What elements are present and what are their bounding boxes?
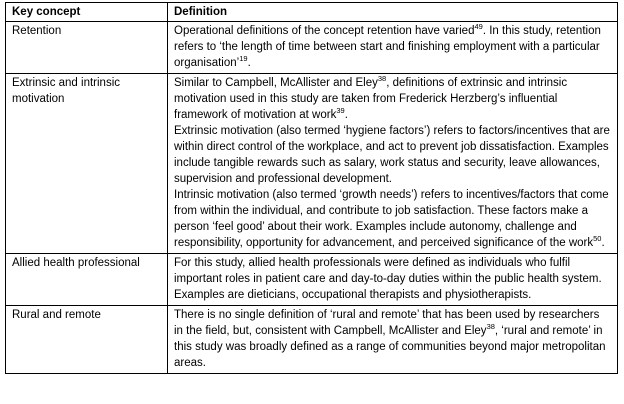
definition-text: .: [344, 109, 348, 121]
citation-superscript: 19: [239, 54, 248, 63]
definition-text: There is no single definition of ‘rural and remote’ that has been used by researchers in the field, but, consistent with Campbell, McAllister and Eley: [174, 309, 600, 337]
definition-text: .: [247, 57, 251, 69]
citation-superscript: 38: [377, 74, 387, 83]
citation-superscript: 49: [474, 22, 483, 31]
definition-paragraph: [174, 307, 611, 371]
citation-superscript: 39: [336, 106, 345, 115]
header-key-concept: Key concept: [6, 3, 168, 22]
definition-text: Intrinsic motivation (also termed ‘growth needs’) refers to incentives/factors that come from within the individual, and contribute to job satisfaction. These factors make a person ‘feel good’ about their work. Examples include autonomy, challenge and responsibility, opportunity for advancement, and perceived significance of the work: [174, 189, 609, 249]
definition-paragraph: [174, 187, 611, 251]
table-row: [6, 74, 618, 254]
definition-text: Extrinsic motivation (also termed ‘hygiene factors’) refers to factors/incentives that are within direct control of the workplace, and act to prevent job dissatisfaction. Examples include tangible rewards such as salary, work status and security, leave allowances, supervision and professional development.: [174, 125, 610, 185]
definition-paragraph: [174, 123, 611, 187]
definition-paragraph: [174, 255, 611, 303]
concept-cell: Rural and remote: [6, 306, 168, 374]
definition-text: .: [601, 237, 605, 249]
definition-text: For this study, allied health professionals were defined as individuals who fulfil important roles in patient care and day-to-day duties within the public health system. Examples are dieticians, occupational therapists and physiotherapists.: [174, 257, 602, 301]
concept-cell: Retention: [6, 22, 168, 74]
header-row: [6, 3, 618, 22]
concept-cell: Allied health professional: [6, 254, 168, 306]
concept-cell: Extrinsic and intrinsic motivation: [6, 74, 168, 254]
definition-cell: [168, 74, 618, 254]
citation-superscript: 50: [593, 234, 602, 243]
definition-cell: [168, 22, 618, 74]
definition-cell: [168, 306, 618, 374]
definition-text: . In this study, retention refers to ‘the length of time between start and finishing employment with a particular organisation’: [174, 25, 601, 69]
table-row: [6, 306, 618, 374]
header-definition: Definition: [168, 3, 618, 22]
definition-text: , ‘rural and remote’ in this study was broadly defined as a range of communities beyond major metropolitan areas.: [174, 325, 606, 369]
definition-text: Operational definitions of the concept retention have varied: [174, 25, 475, 37]
definitions-table-wrapper: [5, 2, 618, 374]
definition-text: , definitions of extrinsic and intrinsic motivation used in this study are taken from Frederick Herzberg’s influential framework of motivation at work: [174, 77, 568, 121]
table-row: [6, 22, 618, 74]
definition-paragraph: [174, 75, 611, 123]
table-row: [6, 254, 618, 306]
definition-paragraph: [174, 23, 611, 71]
definition-text: Similar to Campbell, McAllister and Eley: [174, 77, 378, 89]
key-concepts-table: [5, 2, 618, 374]
citation-superscript: 38: [486, 322, 495, 331]
definition-cell: [168, 254, 618, 306]
